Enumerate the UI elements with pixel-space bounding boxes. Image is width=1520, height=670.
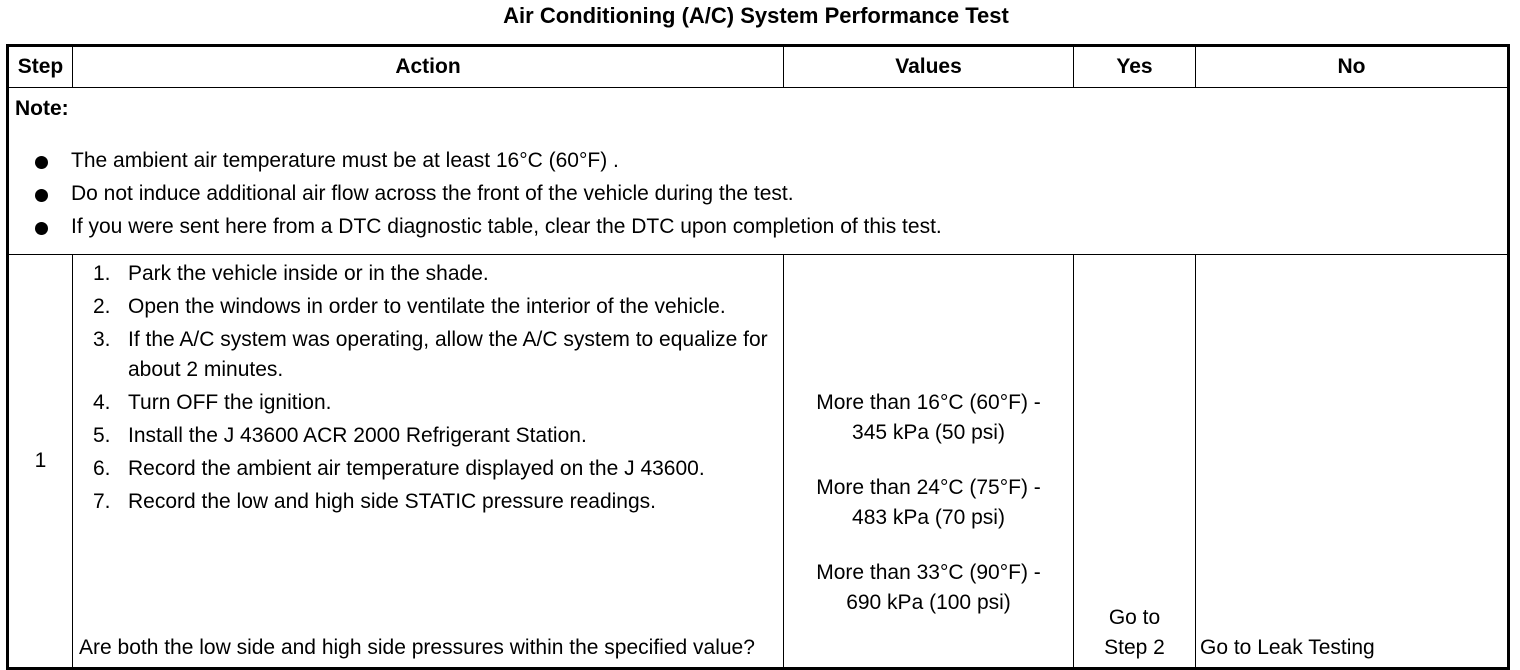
action-step-number: 2. [93,295,111,318]
action-step [79,421,777,451]
action-step-text: Open the windows in order to ventilate the interior of the vehicle. [128,295,726,318]
no-text: Go to Leak Testing [1200,636,1375,659]
header-step: Step [8,46,73,88]
action-step-text: If the A/C system was operating, allow the A/C system to equalize for about 2 minutes. [128,328,768,381]
value-entry [788,388,1069,448]
value-pressure: 690 kPa (100 psi) [846,591,1011,614]
action-step [79,454,777,484]
note-label: Note: [15,97,69,120]
action-step-number: 1. [93,262,111,285]
action-step [79,325,777,385]
note-item [15,177,1501,210]
header-values: Values [784,46,1074,88]
note-list [15,144,1501,243]
note-row [8,88,1509,255]
action-step-number: 5. [93,424,111,447]
value-entry [788,473,1069,533]
action-step-text: Record the low and high side STATIC pressure readings. [128,490,656,513]
bullet-icon [35,156,48,169]
value-pressure: 483 kPa (70 psi) [852,506,1005,529]
yes-text-line1: Go to [1108,606,1161,629]
action-step-number: 4. [93,391,111,414]
value-temp: More than 24°C (75°F) - [816,476,1041,499]
page-title: Air Conditioning (A/C) System Performance Test [503,3,1009,28]
note-item [15,210,1501,243]
note-cell [8,88,1509,255]
value-temp: More than 33°C (90°F) - [816,561,1041,584]
yes-cell [1074,255,1196,669]
note-text: If you were sent here from a DTC diagnostic table, clear the DTC upon completion of this test. [71,215,942,238]
action-step-number: 3. [93,328,111,351]
question-text: Are both the low side and high side pressures within the specified value? [79,636,755,659]
action-steps [79,259,777,517]
action-step-number: 7. [93,490,111,513]
action-step [79,487,777,517]
action-step-text: Turn OFF the ignition. [128,391,332,414]
action-step-text: Install the J 43600 ACR 2000 Refrigerant Station. [128,424,587,447]
note-text: The ambient air temperature must be at least 16°C (60°F) . [71,149,619,172]
note-item [15,144,1501,177]
header-row [8,46,1509,88]
action-step [79,292,777,322]
header-yes: Yes [1074,46,1196,88]
value-pressure: 345 kPa (50 psi) [852,421,1005,444]
values-cell [784,255,1074,669]
value-temp: More than 16°C (60°F) - [816,391,1041,414]
action-step-text: Record the ambient air temperature displayed on the J 43600. [128,457,705,480]
bullet-icon [35,189,48,202]
action-cell [73,255,784,669]
step-number: 1 [8,255,73,669]
action-step-number: 6. [93,457,111,480]
bullet-icon [35,222,48,235]
action-step-text: Park the vehicle inside or in the shade. [128,262,489,285]
table-row [8,255,1509,669]
action-step [79,388,777,418]
diagnostic-table [6,44,1510,670]
no-cell [1196,255,1509,669]
header-action: Action [73,46,784,88]
header-no: No [1196,46,1509,88]
yes-text-line2: Step 2 [1104,636,1165,659]
note-text: Do not induce additional air flow across the front of the vehicle during the test. [71,182,794,205]
action-step [79,259,777,289]
value-entry [788,558,1069,618]
